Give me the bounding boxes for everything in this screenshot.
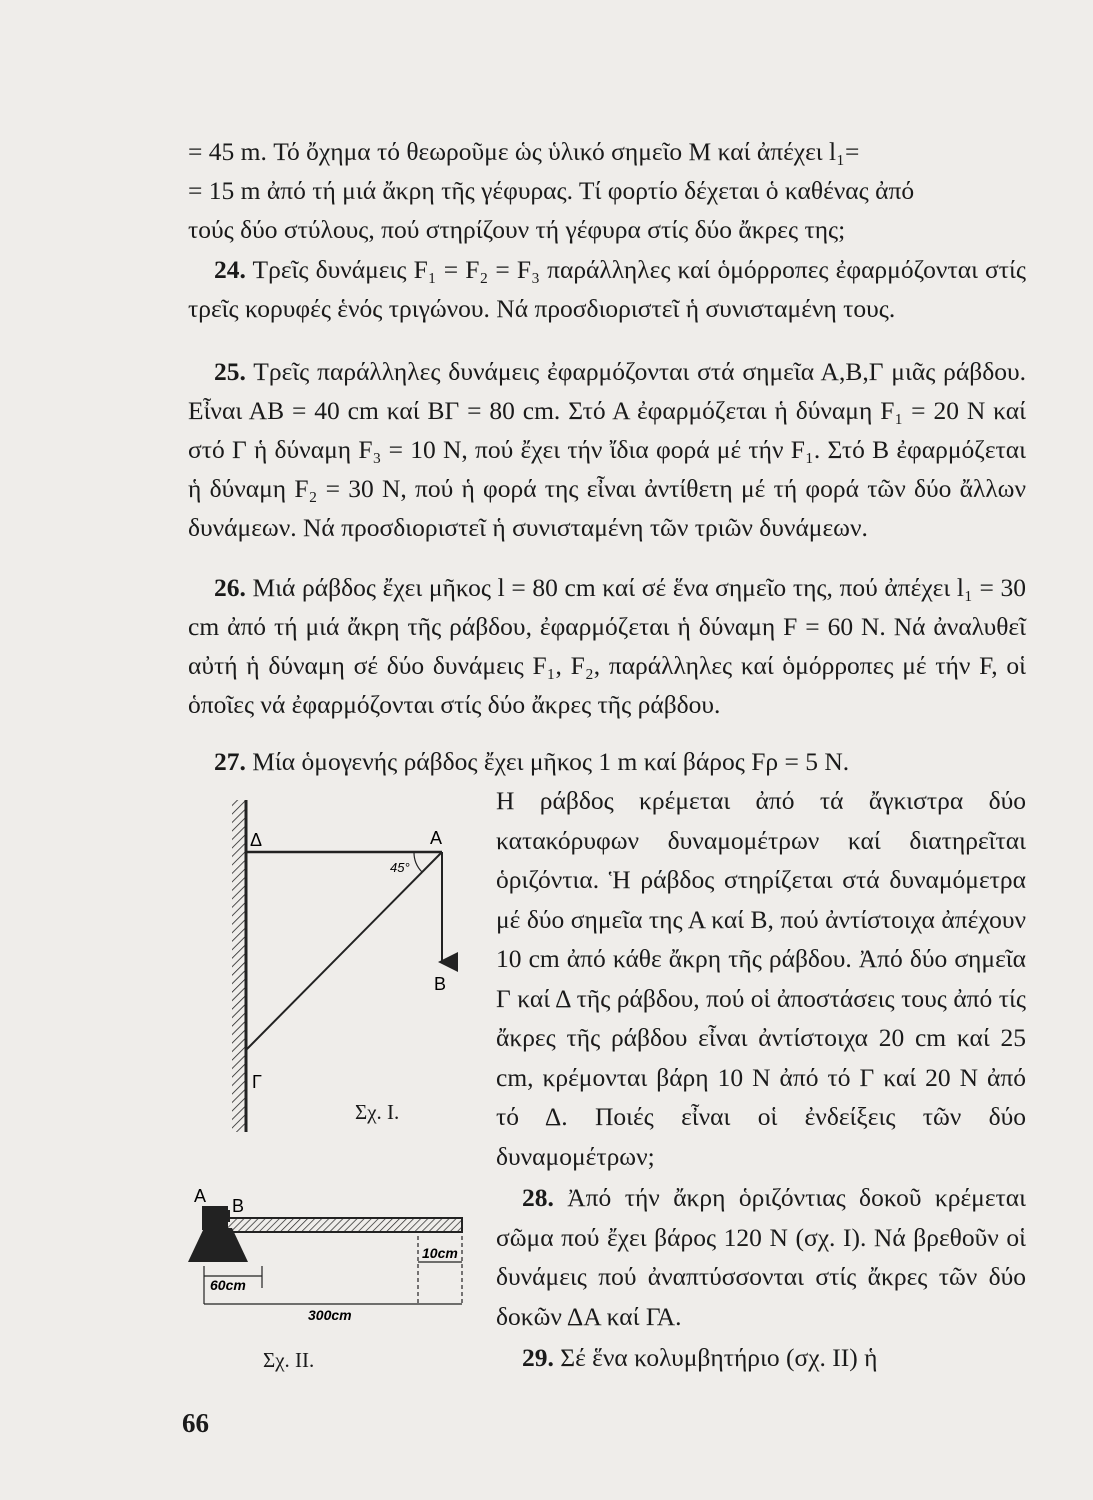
problem-29 bbox=[496, 1338, 1026, 1378]
problem-text: Τρεῖς δυνάμεις F₁ = F₂ = F₃ παράλληλες καί ὁμόρροπες ἐφαρμόζονται στίς τρεῖς κορυφές ἑνός τριγώνου. Νά προσδιοριστεῖ ἡ συνισταμένη τους. bbox=[188, 255, 1026, 323]
dim-60-label: 60cm bbox=[210, 1277, 246, 1293]
strut-gamma-a bbox=[246, 852, 442, 1050]
pedestal-base bbox=[188, 1228, 248, 1262]
label-delta: Δ bbox=[250, 830, 263, 850]
problem-number: 27. bbox=[214, 747, 246, 776]
angle-label: 45° bbox=[390, 860, 410, 875]
problem-text: Μία ὁμογενής ράβδος ἔχει μῆκος 1 m καί βάρος Fρ = 5 N. bbox=[252, 747, 850, 776]
wall-hatching bbox=[232, 800, 246, 1132]
dim-300-label: 300cm bbox=[308, 1307, 352, 1323]
text-line: = 45 m. Τό ὄχημα τό θεωροῦμε ὡς ὑλικό σημεῖο Μ καί ἀπέχει l₁= bbox=[188, 137, 860, 166]
problem-text: Τρεῖς παράλληλες δυνάμεις ἐφαρμόζονται στά σημεῖα Α,Β,Γ μιᾶς ράβδου. Εἶναι ΑΒ = 40 cm καί ΒΓ = 80 cm. Στό Α ἐφαρμόζεται ἡ δύναμη F₁ = 20 N καί στό Γ ἡ δύναμη F₃ = 10 N, πού ἔχει τήν ἴδια φορά μέ τήν F₁. Στό Β ἐφαρμόζεται ἡ δύναμη F₂ = 30 N, πού ἡ φορά της εἶναι ἀντίθετη μέ τή φορά τῶν δύο ἄλλων δυνάμεων. Νά προσδιοριστεῖ ἡ συνισταμένη τῶν τριῶν δυνάμεων. bbox=[188, 357, 1026, 542]
page-number: 66 bbox=[182, 1408, 209, 1438]
problem-26 bbox=[188, 568, 1026, 724]
label-gamma: Γ bbox=[252, 1072, 262, 1092]
dim-10-label: 10cm bbox=[422, 1245, 458, 1261]
label-a: Α bbox=[430, 828, 443, 848]
problem-number: 24. bbox=[214, 255, 246, 284]
support-b bbox=[216, 1210, 230, 1222]
problem-28 bbox=[496, 1178, 1026, 1336]
label-a: Α bbox=[194, 1186, 207, 1206]
angle-arc bbox=[414, 852, 422, 872]
right-column-text bbox=[496, 781, 1026, 1378]
text-line: = 15 m ἀπό τή μιά ἄκρη τῆς γέφυρας. Τί φορτίο δέχεται ὁ καθένας ἀπό bbox=[188, 176, 915, 205]
problem-text: Μιά ράβδος ἔχει μῆκος l = 80 cm καί σέ ἕνα σημεῖο της, πού ἀπέχει l₁ = 30 cm ἀπό τή μιά ἄκρη τῆς ράβδου, ἐφαρμόζεται ἡ δύναμη F = 60 N. Νά ἀναλυθεῖ αὐτή ἡ δύναμη σέ δύο δυνάμεις F₁, F₂, παράλληλες καί ὁμόρροπες μέ τήν F, οἱ ὁποῖες νά ἐφαρμόζονται στίς δύο ἄκρες τῆς ράβδου. bbox=[188, 573, 1026, 719]
problem-number: 29. bbox=[522, 1343, 554, 1372]
problem-number: 28. bbox=[522, 1183, 554, 1212]
figure-1-caption: Σχ. I. bbox=[355, 1100, 400, 1124]
figure-2-caption: Σχ. II. bbox=[263, 1348, 315, 1372]
problem-27-continued: Η ράβδος κρέμεται ἀπό τά ἄγκιστρα δύο κατακόρυφων δυναμομέτρων καί διατηρεῖται ὁριζόντια. Ἡ ράβδος στηρίζεται στά δυναμόμετρα μέ δύο σημεῖα της Α καί Β, πού ἀντίστοιχα ἀπέχουν 10 cm ἀπό κάθε ἄκρη τῆς ράβδου. Ἀπό δύο σημεῖα Γ καί Δ τῆς ράβδου, πού οἱ ἀποστάσεις τους ἀπό τίς ἄκρες τῆς ράβδου εἶναι ἀντίστοιχα 20 cm καί 25 cm, κρέμονται βάρη 10 N ἀπό τό Γ καί 20 N ἀπό τό Δ. Ποιές εἶναι οἱ ἐνδείξεις τῶν δύο δυναμομέτρων; bbox=[496, 786, 1026, 1171]
problem-number: 26. bbox=[214, 573, 246, 602]
diving-board bbox=[226, 1218, 462, 1232]
problem-24 bbox=[188, 250, 1026, 328]
problem-text: Ἀπό τήν ἄκρη ὁριζόντιας δοκοῦ κρέμεται σῶμα πού ἔχει βάρος 120 N (σχ. I). Νά βρεθοῦν οἱ δυνάμεις πού ἀναπτύσσονται στίς ἄκρες τῶν δύο δοκῶν ΔΑ καί ΓΑ. bbox=[496, 1183, 1026, 1331]
figure-1-diagram bbox=[220, 800, 480, 1140]
continuation-text bbox=[188, 132, 1026, 249]
problem-25 bbox=[188, 352, 1026, 547]
problem-number: 25. bbox=[214, 357, 246, 386]
figure-2-diagram bbox=[176, 1180, 476, 1330]
label-b: Β bbox=[232, 1196, 245, 1216]
text-line: τούς δύο στύλους, πού στηρίζουν τή γέφυρα στίς δύο ἄκρες της; bbox=[188, 215, 846, 244]
label-b: Β bbox=[434, 974, 447, 994]
problem-27 bbox=[188, 742, 1026, 781]
problem-text: Σέ ἕνα κολυμβητήριο (σχ. II) ἡ bbox=[560, 1343, 878, 1372]
